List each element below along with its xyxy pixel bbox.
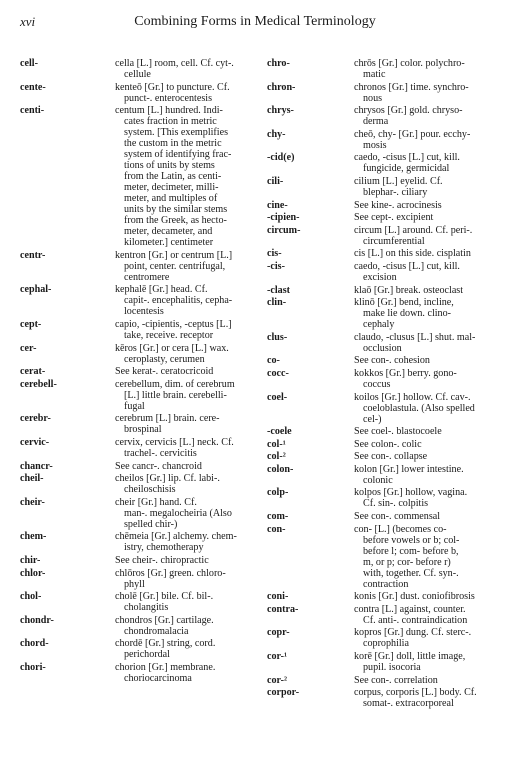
definition-line: system. [This exemplifies (124, 127, 229, 139)
dictionary-entry (267, 464, 503, 486)
definition-line: See cept-. excipient (354, 212, 434, 224)
definition-line: phyll (124, 578, 145, 590)
definition-line: cervix, cervicis [L.] neck. Cf. (115, 436, 234, 448)
entry-definition (354, 426, 503, 437)
entry-definition (115, 555, 260, 566)
entry-definition (115, 413, 260, 435)
definition-line: m, or p; cor- before r) (363, 556, 451, 568)
definition-line: cholē [Gr.] bile. Cf. bil-. (115, 591, 214, 603)
entry-definition (115, 638, 260, 660)
entry-definition (354, 176, 503, 198)
definition-line: klinō [Gr.] bend, incline, (354, 297, 454, 309)
entry-definition (354, 604, 503, 626)
entry-definition (354, 487, 503, 509)
definition-line: coeloblastula. (Also spelled (363, 402, 475, 414)
entry-definition (354, 524, 503, 590)
entry-term: colp- (267, 487, 289, 499)
entry-definition (115, 615, 260, 637)
dictionary-entry (20, 82, 260, 104)
definition-line: See con-. correlation (354, 674, 438, 686)
dictionary-entry (20, 461, 260, 472)
dictionary-entry (267, 524, 503, 590)
definition-line: cheilos [Gr.] lip. Cf. labi-. (115, 473, 220, 485)
dictionary-entry (20, 473, 260, 495)
definition-line: chondromalacia (124, 625, 189, 637)
entry-term: cerat- (20, 366, 46, 378)
entry-term: -cipien- (267, 212, 300, 224)
definition-line: See con-. collapse (354, 451, 428, 463)
definition-line: units by the similar stems (124, 204, 228, 216)
entry-term: chro- (267, 58, 290, 69)
entry-term: chem- (20, 531, 47, 543)
definition-line: colonic (363, 474, 393, 486)
definition-line: ceroplasty, cerumen (124, 353, 205, 365)
definition-line: point, center. centrifugal, (124, 260, 226, 272)
dictionary-entry (267, 82, 503, 104)
definition-line: cheir [Gr.] hand. Cf. (115, 496, 197, 508)
definition-line: excision (363, 271, 397, 283)
entry-definition (115, 366, 260, 377)
definition-line: See cancr-. chancroid (115, 460, 202, 472)
dictionary-entry (267, 511, 503, 522)
definition-line: before l; com- before b, (363, 545, 459, 557)
definition-line: fugal (124, 400, 145, 412)
entry-definition (354, 200, 503, 211)
dictionary-entry (20, 437, 260, 459)
entry-definition (354, 687, 503, 709)
entry-term: cell- (20, 58, 38, 69)
definition-line: contraction (363, 578, 409, 590)
entry-definition (354, 627, 503, 649)
definition-line: See kine-. acrocinesis (354, 199, 442, 211)
definition-line: cel-) (363, 413, 382, 425)
dictionary-entry (267, 439, 503, 450)
definition-line: mosis (363, 139, 387, 151)
definition-line: Cf. anti-. contraindication (363, 614, 468, 626)
definition-line: [L.] little brain. cerebelli- (124, 389, 227, 401)
entry-term: chol- (20, 591, 42, 603)
definition-line: take, receive. receptor (124, 329, 214, 341)
definition-line: circum [L.] around. Cf. peri-. (354, 224, 473, 236)
entry-term: colon- (267, 463, 294, 475)
dictionary-entry (20, 319, 260, 341)
entry-definition (115, 662, 260, 684)
entry-term: cephal- (20, 284, 52, 296)
entry-definition (115, 568, 260, 590)
definition-line: cella [L.] room, cell. Cf. cyt-. (115, 58, 234, 69)
definition-line: kokkos [Gr.] berry. gono- (354, 367, 457, 379)
definition-line: brospinal (124, 424, 162, 436)
definition-line: klaō [Gr.] break. osteoclast (354, 284, 464, 296)
dictionary-entry (20, 379, 260, 412)
definition-line: fungicide, germicidal (363, 163, 450, 175)
entry-term: chy- (267, 128, 286, 140)
definition-line: meter, decameter, and (124, 226, 213, 238)
definition-line: from the Greek, as hecto- (124, 215, 227, 227)
entry-term: -cid(e) (267, 152, 295, 164)
left-column (20, 58, 260, 685)
entry-term: cer- (20, 342, 37, 354)
entry-term: con- (267, 523, 286, 535)
definition-line: meter, decimeter, milli- (124, 182, 219, 194)
definition-line: blephar-. ciliary (363, 186, 428, 198)
entry-definition (354, 152, 503, 174)
dictionary-entry (20, 591, 260, 613)
entry-term: contra- (267, 603, 299, 615)
entry-definition (354, 651, 503, 673)
definition-line: kenteō [Gr.] to puncture. Cf. (115, 81, 230, 93)
dictionary-entry (20, 497, 260, 530)
entry-definition (115, 284, 260, 317)
entry-definition (354, 248, 503, 259)
definition-line: kēros [Gr.] or cera [L.] wax. (115, 342, 229, 354)
dictionary-entry (267, 58, 503, 80)
definition-line: chordē [Gr.] string, cord. (115, 638, 216, 650)
dictionary-entry (267, 355, 503, 366)
definition-line: See con-. cohesion (354, 355, 430, 367)
definition-line: chēmeia [Gr.] alchemy. chem- (115, 531, 237, 543)
dictionary-entry (267, 129, 503, 151)
definition-line: chrōs [Gr.] color. polychro- (354, 58, 465, 69)
entry-term: cili- (267, 175, 284, 187)
entry-term: chir- (20, 554, 41, 566)
entry-definition (354, 511, 503, 522)
definition-line: coprophilia (363, 638, 409, 650)
dictionary-entry (20, 343, 260, 365)
definition-line: chorion [Gr.] membrane. (115, 661, 216, 673)
definition-line: meter, and multiples of (124, 193, 218, 205)
definition-line: centromere (124, 271, 170, 283)
definition-line: system of identifying frac- (124, 149, 232, 161)
definition-line: circumferential (363, 235, 425, 247)
dictionary-entry (267, 261, 503, 283)
entry-definition (115, 531, 260, 553)
dictionary-entry (20, 531, 260, 553)
definition-line: from the Latin, as centi- (124, 171, 222, 183)
right-column (267, 58, 503, 711)
dictionary-entry (267, 627, 503, 649)
dictionary-entry (20, 250, 260, 283)
entry-definition (354, 591, 503, 602)
entry-definition (115, 250, 260, 283)
dictionary-entry (267, 487, 503, 509)
definition-line: nous (363, 92, 383, 104)
entry-definition (115, 379, 260, 412)
definition-line: kopros [Gr.] dung. Cf. sterc-. (354, 627, 472, 639)
entry-definition (115, 319, 260, 341)
entry-definition (354, 212, 503, 223)
definition-line: coccus (363, 378, 391, 390)
entry-definition (354, 355, 503, 366)
definition-line: kilometer.] centimeter (124, 237, 214, 249)
entry-definition (354, 225, 503, 247)
definition-line: Cf. sin-. colpitis (363, 498, 429, 510)
entry-term: cente- (20, 81, 46, 93)
definition-line: kolon [Gr.] lower intestine. (354, 463, 464, 475)
dictionary-entry (20, 58, 260, 80)
definition-line: See colon-. colic (354, 438, 422, 450)
dictionary-entry (20, 568, 260, 590)
dictionary-entry (267, 176, 503, 198)
definition-line: cholangitis (124, 602, 169, 614)
entry-definition (354, 297, 503, 330)
definition-line: the custom in the metric (124, 138, 222, 150)
entry-term: centr- (20, 249, 46, 261)
entry-term: corpor- (267, 687, 300, 699)
entry-definition (354, 451, 503, 462)
definition-line: cellule (124, 69, 151, 80)
entry-definition (354, 464, 503, 486)
entry-term: chori- (20, 661, 46, 673)
dictionary-entry (267, 392, 503, 425)
page-number: xvi (20, 14, 36, 29)
page-title: Combining Forms in Medical Terminology (134, 14, 376, 29)
dictionary-entry (267, 675, 503, 686)
definition-line: See kerat-. ceratocricoid (115, 366, 214, 378)
definition-line: cates fraction in metric (124, 116, 217, 128)
dictionary-entry (20, 366, 260, 377)
entry-term: cheir- (20, 496, 45, 508)
entry-term: cor-² (267, 674, 288, 686)
definition-line: See cheir-. chiropractic (115, 554, 209, 566)
entry-definition (354, 675, 503, 686)
definition-line: man-. megalocheiria (Also (124, 507, 232, 519)
definition-line: with, together. Cf. syn-. (363, 567, 459, 579)
entry-definition (354, 261, 503, 283)
dictionary-entry (267, 225, 503, 247)
entry-term: coni- (267, 591, 289, 603)
definition-line: koilos [Gr.] hollow. Cf. cav-. (354, 391, 471, 403)
entry-term: cis- (267, 248, 282, 260)
dictionary-entry (267, 591, 503, 602)
definition-line: choriocarcinoma (124, 672, 192, 684)
dictionary-entry (20, 662, 260, 684)
entry-definition (354, 105, 503, 127)
dictionary-entry (267, 687, 503, 709)
definition-line: chondros [Gr.] cartilage. (115, 614, 214, 626)
entry-term: co- (267, 355, 280, 367)
definition-line: capit-. encephalitis, cepha- (124, 295, 233, 307)
definition-line: caedo, -cisus [L.] cut, kill. (354, 152, 460, 164)
entry-term: com- (267, 511, 289, 523)
entry-term: clus- (267, 331, 288, 343)
definition-line: See con-. commensal (354, 511, 441, 523)
entry-term: -cis- (267, 260, 285, 272)
dictionary-entry (267, 426, 503, 437)
entry-term: chord- (20, 638, 49, 650)
entry-term: circum- (267, 224, 301, 236)
entry-term: -clast (267, 284, 290, 296)
entry-term: centi- (20, 105, 45, 117)
definition-line: tions of units by stems (124, 160, 215, 172)
entry-term: col-² (267, 451, 286, 463)
dictionary-entry (267, 105, 503, 127)
entry-term: col-¹ (267, 438, 286, 450)
definition-line: centum [L.] hundred. Indi- (115, 105, 223, 117)
definition-line: cis [L.] on this side. cisplatin (354, 248, 471, 260)
definition-line: occlusion (363, 342, 402, 354)
definition-line: locentesis (124, 306, 164, 318)
dictionary-entry (20, 284, 260, 317)
definition-line: chronos [Gr.] time. synchro- (354, 81, 469, 93)
dictionary-entry (267, 248, 503, 259)
dictionary-entry (267, 651, 503, 673)
definition-line: capio, -cipientis, -ceptus [L.] (115, 318, 232, 330)
entry-definition (354, 368, 503, 390)
definition-line: chrysos [Gr.] gold. chryso- (354, 105, 463, 117)
entry-definition (354, 58, 503, 80)
dictionary-entry (20, 555, 260, 566)
entry-definition (354, 392, 503, 425)
entry-definition (115, 105, 260, 248)
entry-term: copr- (267, 627, 290, 639)
entry-definition (354, 439, 503, 450)
definition-line: korē [Gr.] doll, little image, (354, 651, 466, 663)
definition-line: somat-. extracorporeal (363, 698, 454, 710)
entry-term: cine- (267, 199, 288, 211)
definition-line: See coel-. blastocoele (354, 426, 442, 438)
dictionary-entry (267, 152, 503, 174)
definition-line: punct-. enterocentesis (124, 92, 213, 104)
entry-definition (115, 497, 260, 530)
page-header (20, 14, 490, 32)
dictionary-entry (20, 615, 260, 637)
entry-term: chondr- (20, 614, 54, 626)
entry-term: cocc- (267, 367, 289, 379)
dictionary-entry (267, 368, 503, 390)
definition-line: make lie down. clino- (363, 308, 452, 320)
definition-line: trachel-. cervicitis (124, 447, 197, 459)
definition-line: contra [L.] against, counter. (354, 603, 466, 615)
definition-line: con- [L.] (becomes co- (354, 523, 447, 535)
dictionary-entry (267, 451, 503, 462)
entry-term: cervic- (20, 436, 50, 448)
dictionary-entry (267, 332, 503, 354)
dictionary-entry (267, 212, 503, 223)
entry-definition (354, 82, 503, 104)
definition-line: cerebrum [L.] brain. cere- (115, 413, 220, 425)
entry-term: cerebell- (20, 378, 57, 390)
definition-line: chlōros [Gr.] green. chloro- (115, 567, 226, 579)
entry-definition (115, 437, 260, 459)
definition-line: perichordal (124, 649, 170, 661)
entry-definition (354, 332, 503, 354)
entry-definition (354, 285, 503, 296)
definition-line: kephalē [Gr.] head. Cf. (115, 284, 208, 296)
definition-line: spelled chir-) (124, 518, 178, 530)
definition-line: caedo, -cisus [L.] cut, kill. (354, 260, 460, 272)
entry-definition (115, 343, 260, 365)
dictionary-entry (267, 297, 503, 330)
dictionary-entry (20, 413, 260, 435)
entry-definition (115, 473, 260, 495)
definition-line: cephaly (363, 319, 395, 331)
entry-term: chancr- (20, 460, 53, 472)
entry-term: -coele (267, 426, 292, 438)
entry-definition (115, 82, 260, 104)
entry-term: coel- (267, 391, 288, 403)
definition-line: kentron [Gr.] or centrum [L.] (115, 249, 233, 261)
definition-line: cilium [L.] eyelid. Cf. (354, 175, 443, 187)
dictionary-entry (267, 604, 503, 626)
entry-term: cept- (20, 318, 42, 330)
entry-term: cor-¹ (267, 651, 288, 663)
definition-line: konis [Gr.] dust. coniofibrosis (354, 591, 475, 603)
entry-definition (115, 591, 260, 613)
definition-line: matic (363, 69, 386, 80)
definition-line: claudo, -clusus [L.] shut. mal- (354, 331, 476, 343)
definition-line: istry, chemotherapy (124, 542, 204, 554)
definition-line: kolpos [Gr.] hollow, vagina. (354, 487, 468, 499)
dictionary-entry (267, 285, 503, 296)
entry-term: cerebr- (20, 413, 51, 425)
definition-line: pupil. isocoria (363, 662, 421, 674)
entry-term: chron- (267, 81, 296, 93)
entry-definition (115, 58, 260, 80)
entry-definition (115, 461, 260, 472)
definition-line: corpus, corporis [L.] body. Cf. (354, 687, 477, 699)
dictionary-entry (20, 105, 260, 248)
dictionary-entry (267, 200, 503, 211)
entry-term: chlor- (20, 567, 46, 579)
definition-line: cheiloschisis (124, 484, 176, 496)
definition-line: cerebellum, dim. of cerebrum (115, 378, 235, 390)
dictionary-entry (20, 638, 260, 660)
entry-term: cheil- (20, 473, 44, 485)
definition-line: cheō, chy- [Gr.] pour. ecchy- (354, 128, 471, 140)
entry-term: chrys- (267, 105, 294, 117)
definition-line: derma (363, 116, 389, 128)
entry-definition (354, 129, 503, 151)
definition-line: before vowels or b; col- (363, 534, 460, 546)
entry-term: clin- (267, 297, 287, 309)
